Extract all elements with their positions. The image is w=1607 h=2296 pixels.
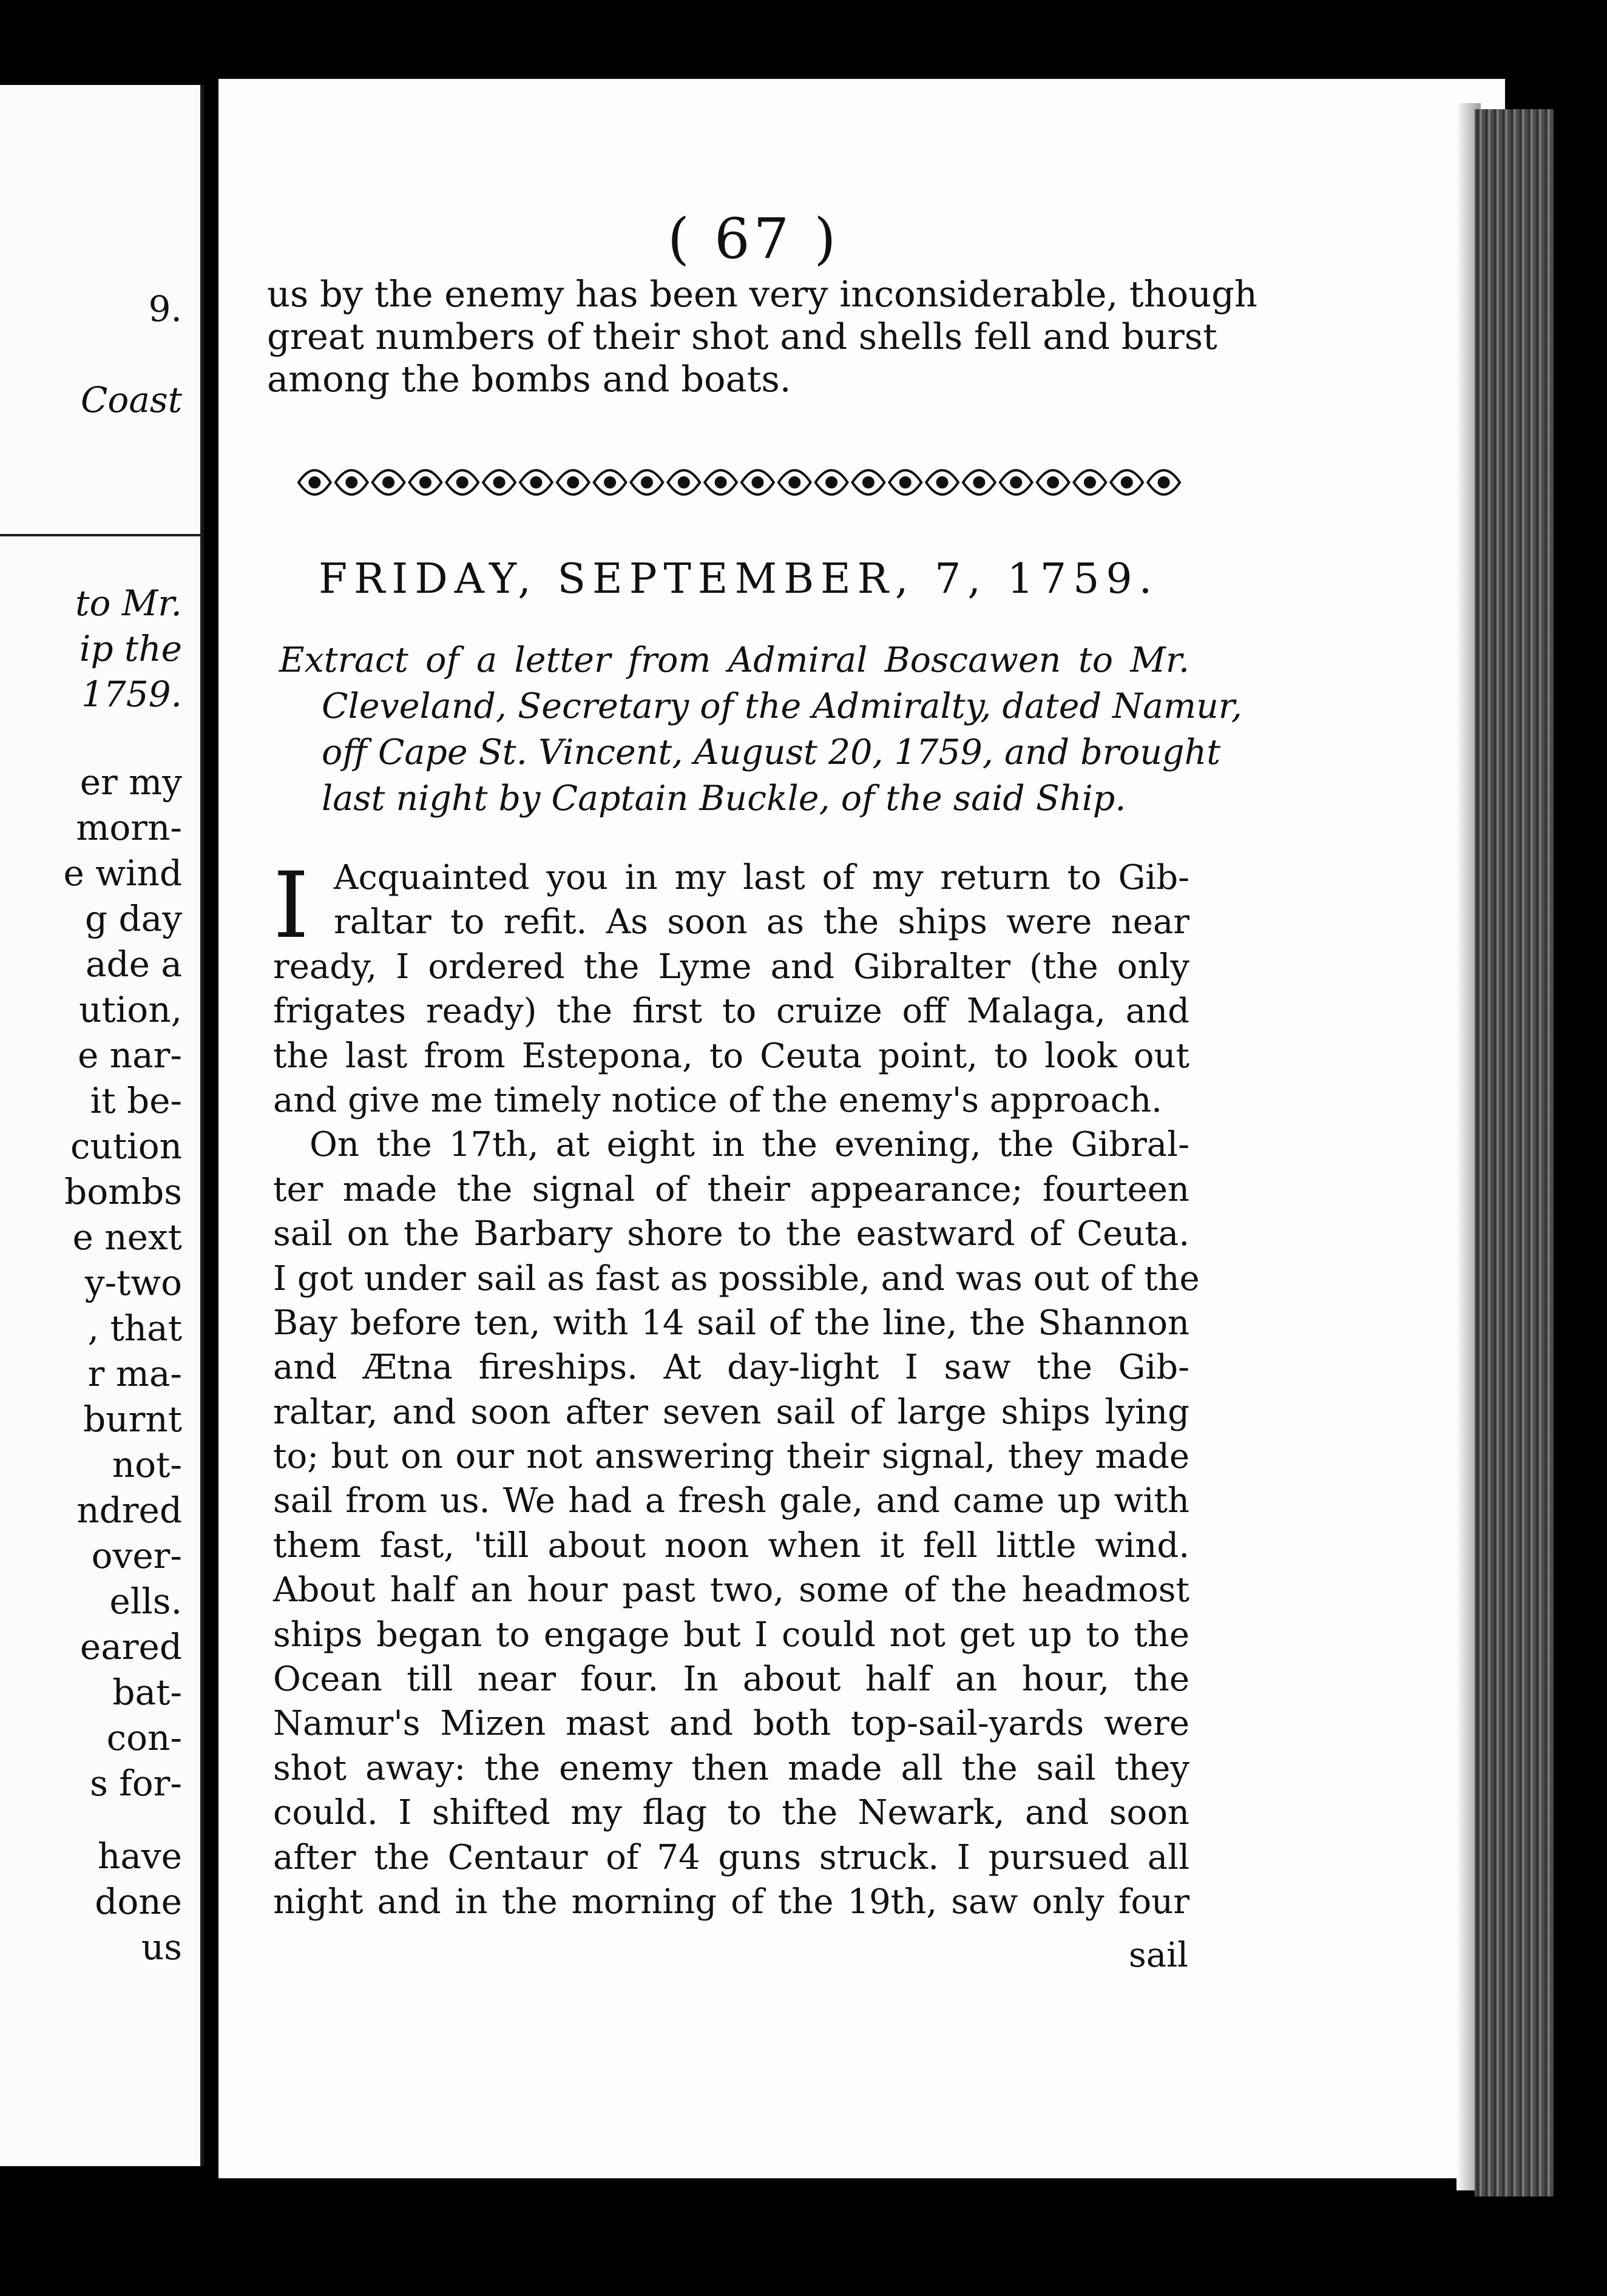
previous-page-line: s for-	[90, 1763, 182, 1804]
letter-body	[273, 853, 1200, 1924]
previous-page-line: bombs	[64, 1171, 182, 1212]
text-line: us by the enemy has been very inconsiderable, though	[267, 273, 1257, 315]
letter-line: I got under sail as fast as possible, and was out of the	[273, 1258, 1200, 1298]
letter-line: sail on the Barbary shore to the eastward of Ceuta.	[273, 1214, 1189, 1254]
letter-line: ships began to engage but I could not get up to the	[273, 1615, 1189, 1655]
letter-line: Ocean till near four. In about half an hour, the	[273, 1660, 1189, 1700]
previous-page-line: con-	[106, 1717, 182, 1758]
ornament-dot	[642, 478, 652, 487]
extract-line: last night by Captain Buckle, of the said Ship.	[322, 778, 1126, 819]
ornament-dot	[1011, 478, 1021, 487]
previous-page-line: ells.	[109, 1581, 182, 1622]
previous-page-line: done	[95, 1881, 182, 1922]
left-page-rule	[0, 534, 200, 536]
ornament-dot	[1159, 478, 1169, 487]
letter-line: and give me timely notice of the enemy's approach.	[273, 1080, 1162, 1120]
previous-page-line: over-	[91, 1535, 182, 1576]
previous-page-line: g day	[84, 898, 182, 939]
ornament-dot	[864, 478, 873, 487]
previous-page-line: , that	[87, 1308, 182, 1349]
letter-line: could. I shifted my flag to the Newark, and soon	[273, 1793, 1189, 1833]
letter-line: Namur's Mizen mast and both top-sail-yards were	[273, 1704, 1189, 1744]
previous-page-line: eared	[80, 1626, 182, 1667]
drop-cap: I	[273, 853, 310, 959]
letter-line: ready, I ordered the Lyme and Gibralter (the only	[273, 947, 1189, 987]
letter-line: Bay before ten, with 14 sail of the line, the Shannon	[273, 1303, 1189, 1343]
previous-page-line: y-two	[84, 1262, 182, 1303]
ornament-dot	[1048, 478, 1058, 487]
catchword: sail	[1129, 1936, 1188, 1975]
letter-line: to; but on our not answering their signal, they made	[273, 1437, 1189, 1477]
previous-page-line: 9.	[148, 288, 182, 329]
extract-line: Cleveland, Secretary of the Admiralty, dated Namur,	[322, 686, 1242, 726]
ornament-dot	[716, 478, 726, 487]
previous-page-line: burnt	[83, 1399, 182, 1440]
letter-line: frigates ready) the first to cruize off Malaga, and	[273, 991, 1189, 1032]
letter-line: sail from us. We had a fresh gale, and came up with	[273, 1481, 1189, 1521]
date-heading: FRIDAY, SEPTEMBER, 7, 1759.	[319, 555, 1159, 603]
letter-line: raltar to refit. As soon as the ships were near	[334, 902, 1189, 942]
ornament-dot	[1085, 478, 1095, 487]
page-number: ( 67 )	[668, 206, 840, 271]
previous-page-line: not-	[112, 1444, 182, 1485]
ornament-dot	[790, 478, 799, 487]
previous-page-line: er my	[80, 761, 182, 803]
ornament-dot	[458, 478, 467, 487]
ornament-dot	[384, 478, 393, 487]
letter-line: On the 17th, at eight in the evening, the Gibral-	[310, 1125, 1189, 1165]
ornament-dot	[605, 478, 615, 487]
previous-page-line: to Mr.	[75, 582, 182, 624]
text-line: among the bombs and boats.	[267, 358, 791, 400]
opening-paragraph	[267, 273, 1257, 400]
letter-line: them fast, 'till about noon when it fell little wind.	[273, 1525, 1189, 1565]
previous-page-line: ip the	[79, 628, 182, 669]
ornament-dot	[938, 478, 947, 487]
letter-line: ter made the signal of their appearance; fourteen	[273, 1169, 1189, 1209]
ornament-dot	[901, 478, 910, 487]
letter-line: Acquainted you in my last of my return to Gib-	[334, 858, 1189, 897]
decorative-ornament-band	[296, 455, 1182, 510]
previous-page-fragment	[0, 85, 204, 2166]
letter-line: night and in the morning of the 19th, saw only four	[273, 1882, 1189, 1922]
previous-page-line: ution,	[79, 989, 182, 1030]
previous-page-line: morn-	[76, 807, 182, 848]
previous-page-line: us	[141, 1926, 182, 1968]
letter-line: and Ætna fireships. At day-light I saw the Gib-	[273, 1348, 1189, 1388]
previous-page-line: have	[97, 1835, 182, 1877]
previous-page-line: r ma-	[87, 1353, 182, 1394]
previous-page-line: Coast	[81, 379, 182, 420]
ornament-dot	[974, 478, 984, 487]
extract-caption	[279, 637, 1242, 822]
page-stack-edge	[1475, 109, 1554, 2196]
ornament-dot	[753, 478, 762, 487]
ornament-dot	[421, 478, 430, 487]
letter-lines	[273, 853, 1200, 1924]
previous-page-line: 1759.	[81, 674, 182, 715]
ornament-dot	[495, 478, 504, 487]
ornament-dot	[679, 478, 689, 487]
ornament-dot	[310, 478, 319, 487]
letter-line: About half an hour past two, some of the headmost	[273, 1570, 1189, 1610]
previous-page-line: e next	[72, 1217, 182, 1258]
previous-page-line: ndred	[76, 1490, 182, 1531]
ornament-dot	[531, 478, 541, 487]
previous-page-line: ade a	[85, 944, 182, 985]
ornament-dot	[1122, 478, 1132, 487]
previous-page-line: e wind	[63, 853, 182, 894]
previous-page-line: e nar-	[77, 1035, 182, 1076]
ornament-dot	[827, 478, 836, 487]
previous-page-line: cution	[70, 1126, 182, 1167]
letter-line: shot away: the enemy then made all the sail they	[273, 1748, 1189, 1788]
ornament-dot	[347, 478, 356, 487]
previous-page-line: it be-	[90, 1080, 182, 1121]
text-line: great numbers of their shot and shells fell and burst	[267, 316, 1217, 357]
extract-line: off Cape St. Vincent, August 20, 1759, and brought	[322, 732, 1221, 772]
letter-line: raltar, and soon after seven sail of large ships lying	[273, 1392, 1189, 1432]
letter-line: the last from Estepona, to Ceuta point, to look out	[273, 1036, 1189, 1076]
previous-page-line: bat-	[112, 1672, 182, 1713]
extract-line: Extract of a letter from Admiral Boscawen to Mr.	[279, 640, 1189, 680]
letter-line: after the Centaur of 74 guns struck. I pursued all	[273, 1837, 1189, 1877]
ornament-dot	[568, 478, 578, 487]
